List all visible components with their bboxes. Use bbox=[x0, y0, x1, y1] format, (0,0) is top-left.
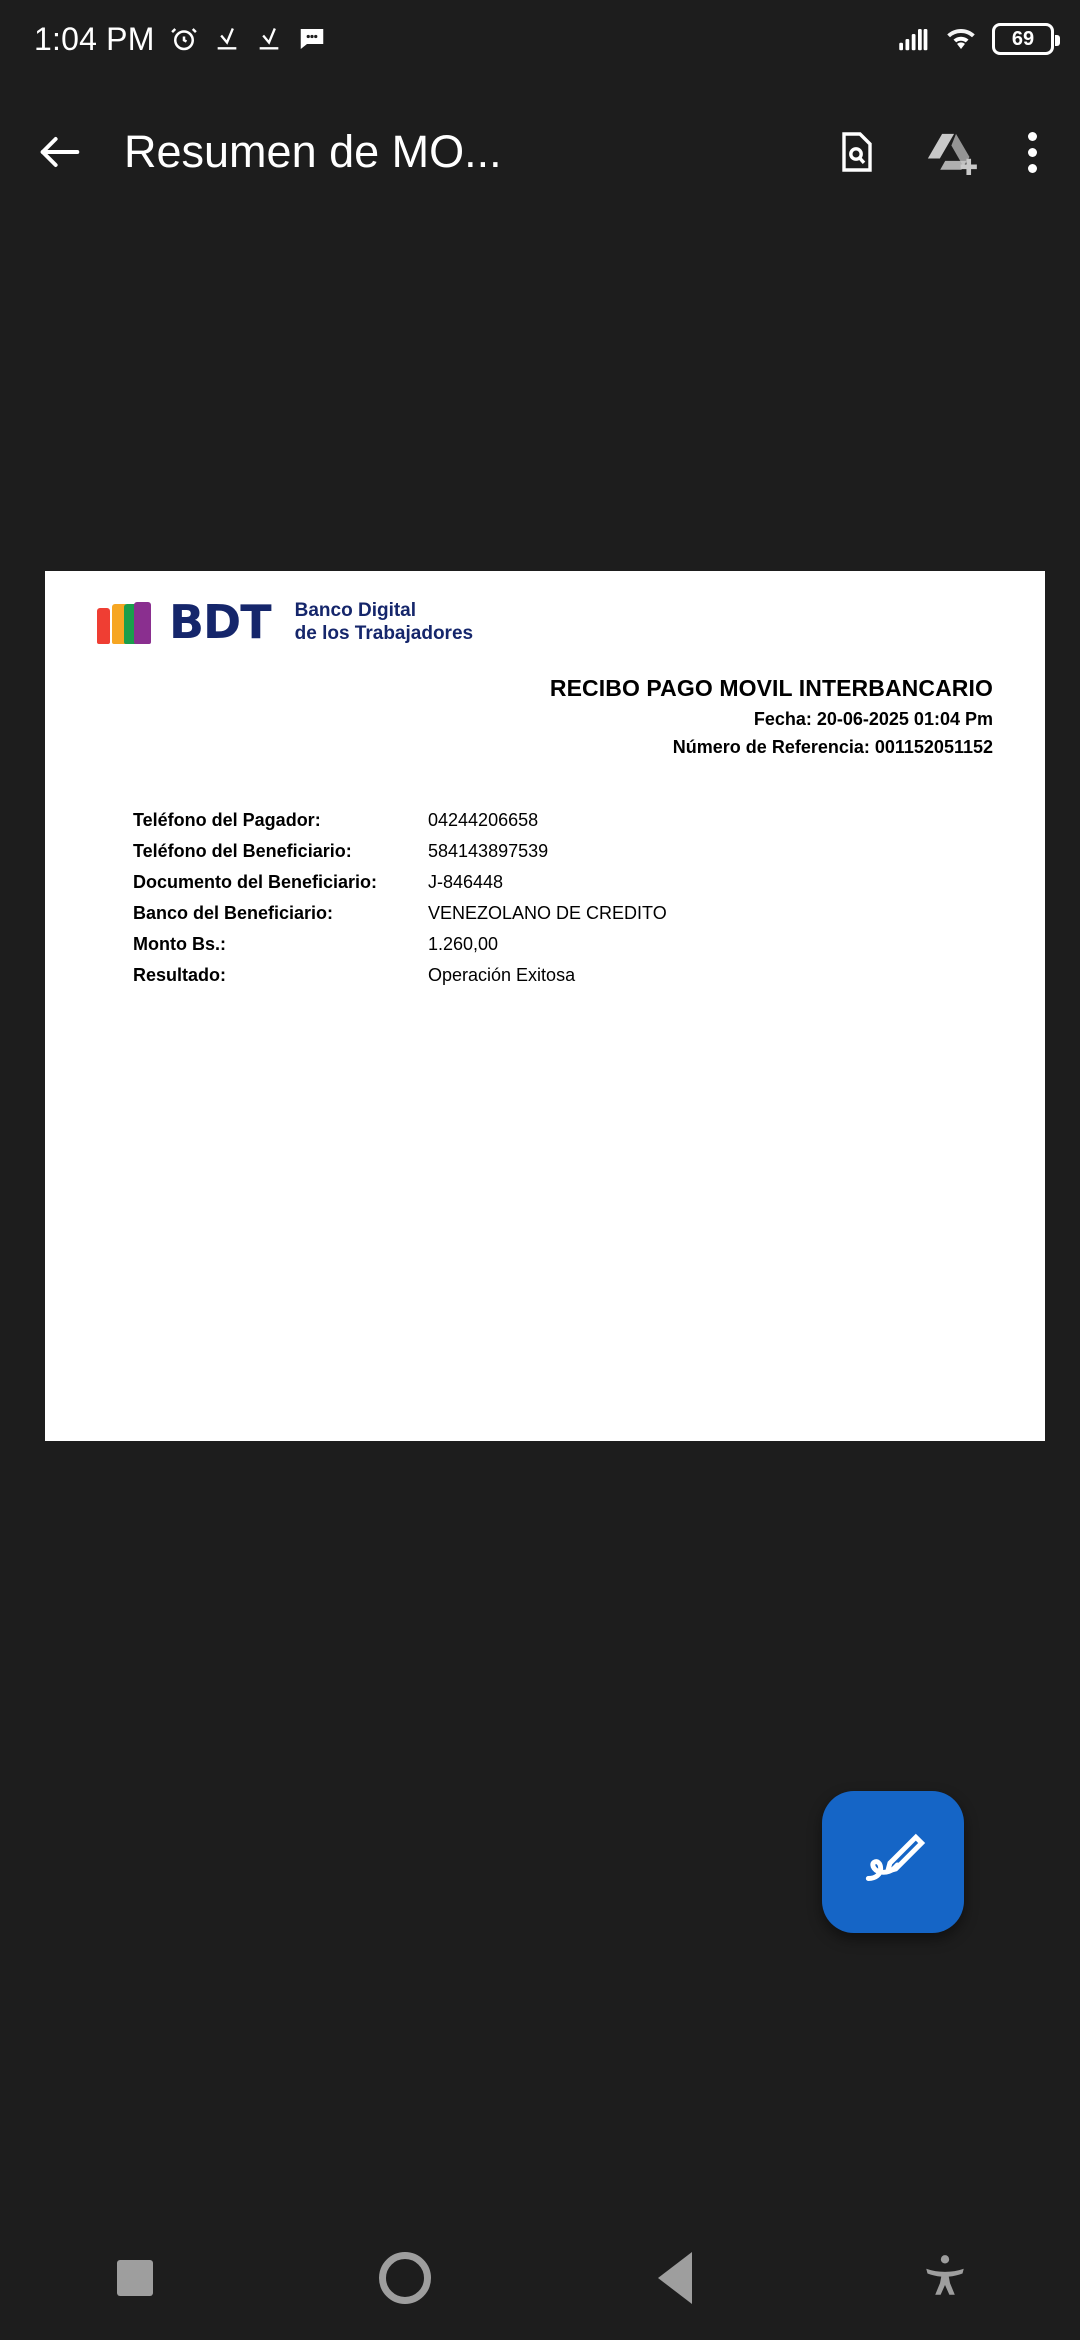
receipt-fields bbox=[133, 810, 993, 996]
field-row bbox=[133, 841, 993, 872]
download-complete-icon bbox=[255, 25, 283, 53]
signature-edit-icon bbox=[856, 1823, 930, 1902]
field-row bbox=[133, 872, 993, 903]
receipt-title: RECIBO PAGO MOVIL INTERBANCARIO bbox=[549, 675, 993, 702]
field-label: Teléfono del Pagador: bbox=[133, 810, 321, 831]
field-value: Operación Exitosa bbox=[428, 965, 576, 986]
field-value: 1.260,00 bbox=[428, 934, 499, 955]
field-label: Resultado: bbox=[133, 965, 227, 986]
accessibility-button[interactable] bbox=[810, 2216, 1080, 2340]
field-label: Monto Bs.: bbox=[133, 934, 226, 955]
field-row bbox=[133, 934, 993, 965]
battery-level: 69 bbox=[1011, 28, 1035, 50]
field-row bbox=[133, 903, 993, 934]
bdt-logo-line1: Banco Digital bbox=[294, 600, 417, 621]
recents-button[interactable] bbox=[0, 2216, 270, 2340]
status-bar bbox=[0, 0, 1080, 78]
accessibility-icon bbox=[920, 2251, 970, 2306]
signature-fab-button[interactable] bbox=[822, 1791, 964, 1933]
field-label: Banco del Beneficiario: bbox=[133, 903, 334, 924]
receipt-reference: Número de Referencia: 001152051152 bbox=[672, 737, 993, 758]
field-value: J-846448 bbox=[428, 872, 504, 893]
app-bar bbox=[0, 78, 1080, 226]
circle-icon bbox=[379, 2252, 431, 2304]
drive-add-icon[interactable] bbox=[924, 128, 978, 176]
cellular-signal-icon bbox=[896, 24, 930, 54]
bank-logo bbox=[97, 595, 993, 650]
status-bar-right bbox=[896, 23, 1054, 55]
bdt-logo-line2: de los Trabajadores bbox=[294, 623, 474, 645]
status-bar-left bbox=[34, 21, 327, 58]
field-label: Documento del Beneficiario: bbox=[133, 872, 378, 893]
alarm-icon bbox=[169, 24, 199, 54]
home-button[interactable] bbox=[270, 2216, 540, 2340]
field-value: 584143897539 bbox=[428, 841, 549, 862]
system-nav-bar bbox=[0, 2216, 1080, 2340]
square-icon bbox=[117, 2260, 153, 2296]
field-value: 04244206658 bbox=[428, 810, 539, 831]
document-scan-icon[interactable] bbox=[832, 128, 880, 176]
message-icon bbox=[297, 24, 327, 54]
overflow-menu-icon[interactable] bbox=[1022, 132, 1042, 173]
field-value: VENEZOLANO DE CREDITO bbox=[428, 903, 667, 924]
page-title: Resumen de MO... bbox=[124, 126, 502, 177]
back-arrow-icon[interactable] bbox=[34, 126, 86, 178]
receipt-date: Fecha: 20-06-2025 01:04 Pm bbox=[753, 709, 993, 730]
field-row bbox=[133, 810, 993, 841]
app-bar-actions bbox=[832, 128, 1056, 176]
triangle-icon bbox=[658, 2252, 692, 2304]
bdt-logo-text bbox=[295, 599, 473, 645]
wifi-icon bbox=[944, 24, 978, 54]
download-complete-icon bbox=[213, 25, 241, 53]
bdt-logo-mark-icon bbox=[97, 600, 151, 644]
field-label: Teléfono del Beneficiario: bbox=[133, 841, 352, 862]
field-row bbox=[133, 965, 993, 996]
status-clock: 1:04 PM bbox=[34, 20, 155, 57]
receipt-header bbox=[97, 675, 993, 758]
battery-icon bbox=[992, 23, 1054, 55]
document-page bbox=[45, 571, 1045, 1441]
bdt-logo-brand: BDT bbox=[169, 595, 271, 650]
back-button[interactable] bbox=[540, 2216, 810, 2340]
